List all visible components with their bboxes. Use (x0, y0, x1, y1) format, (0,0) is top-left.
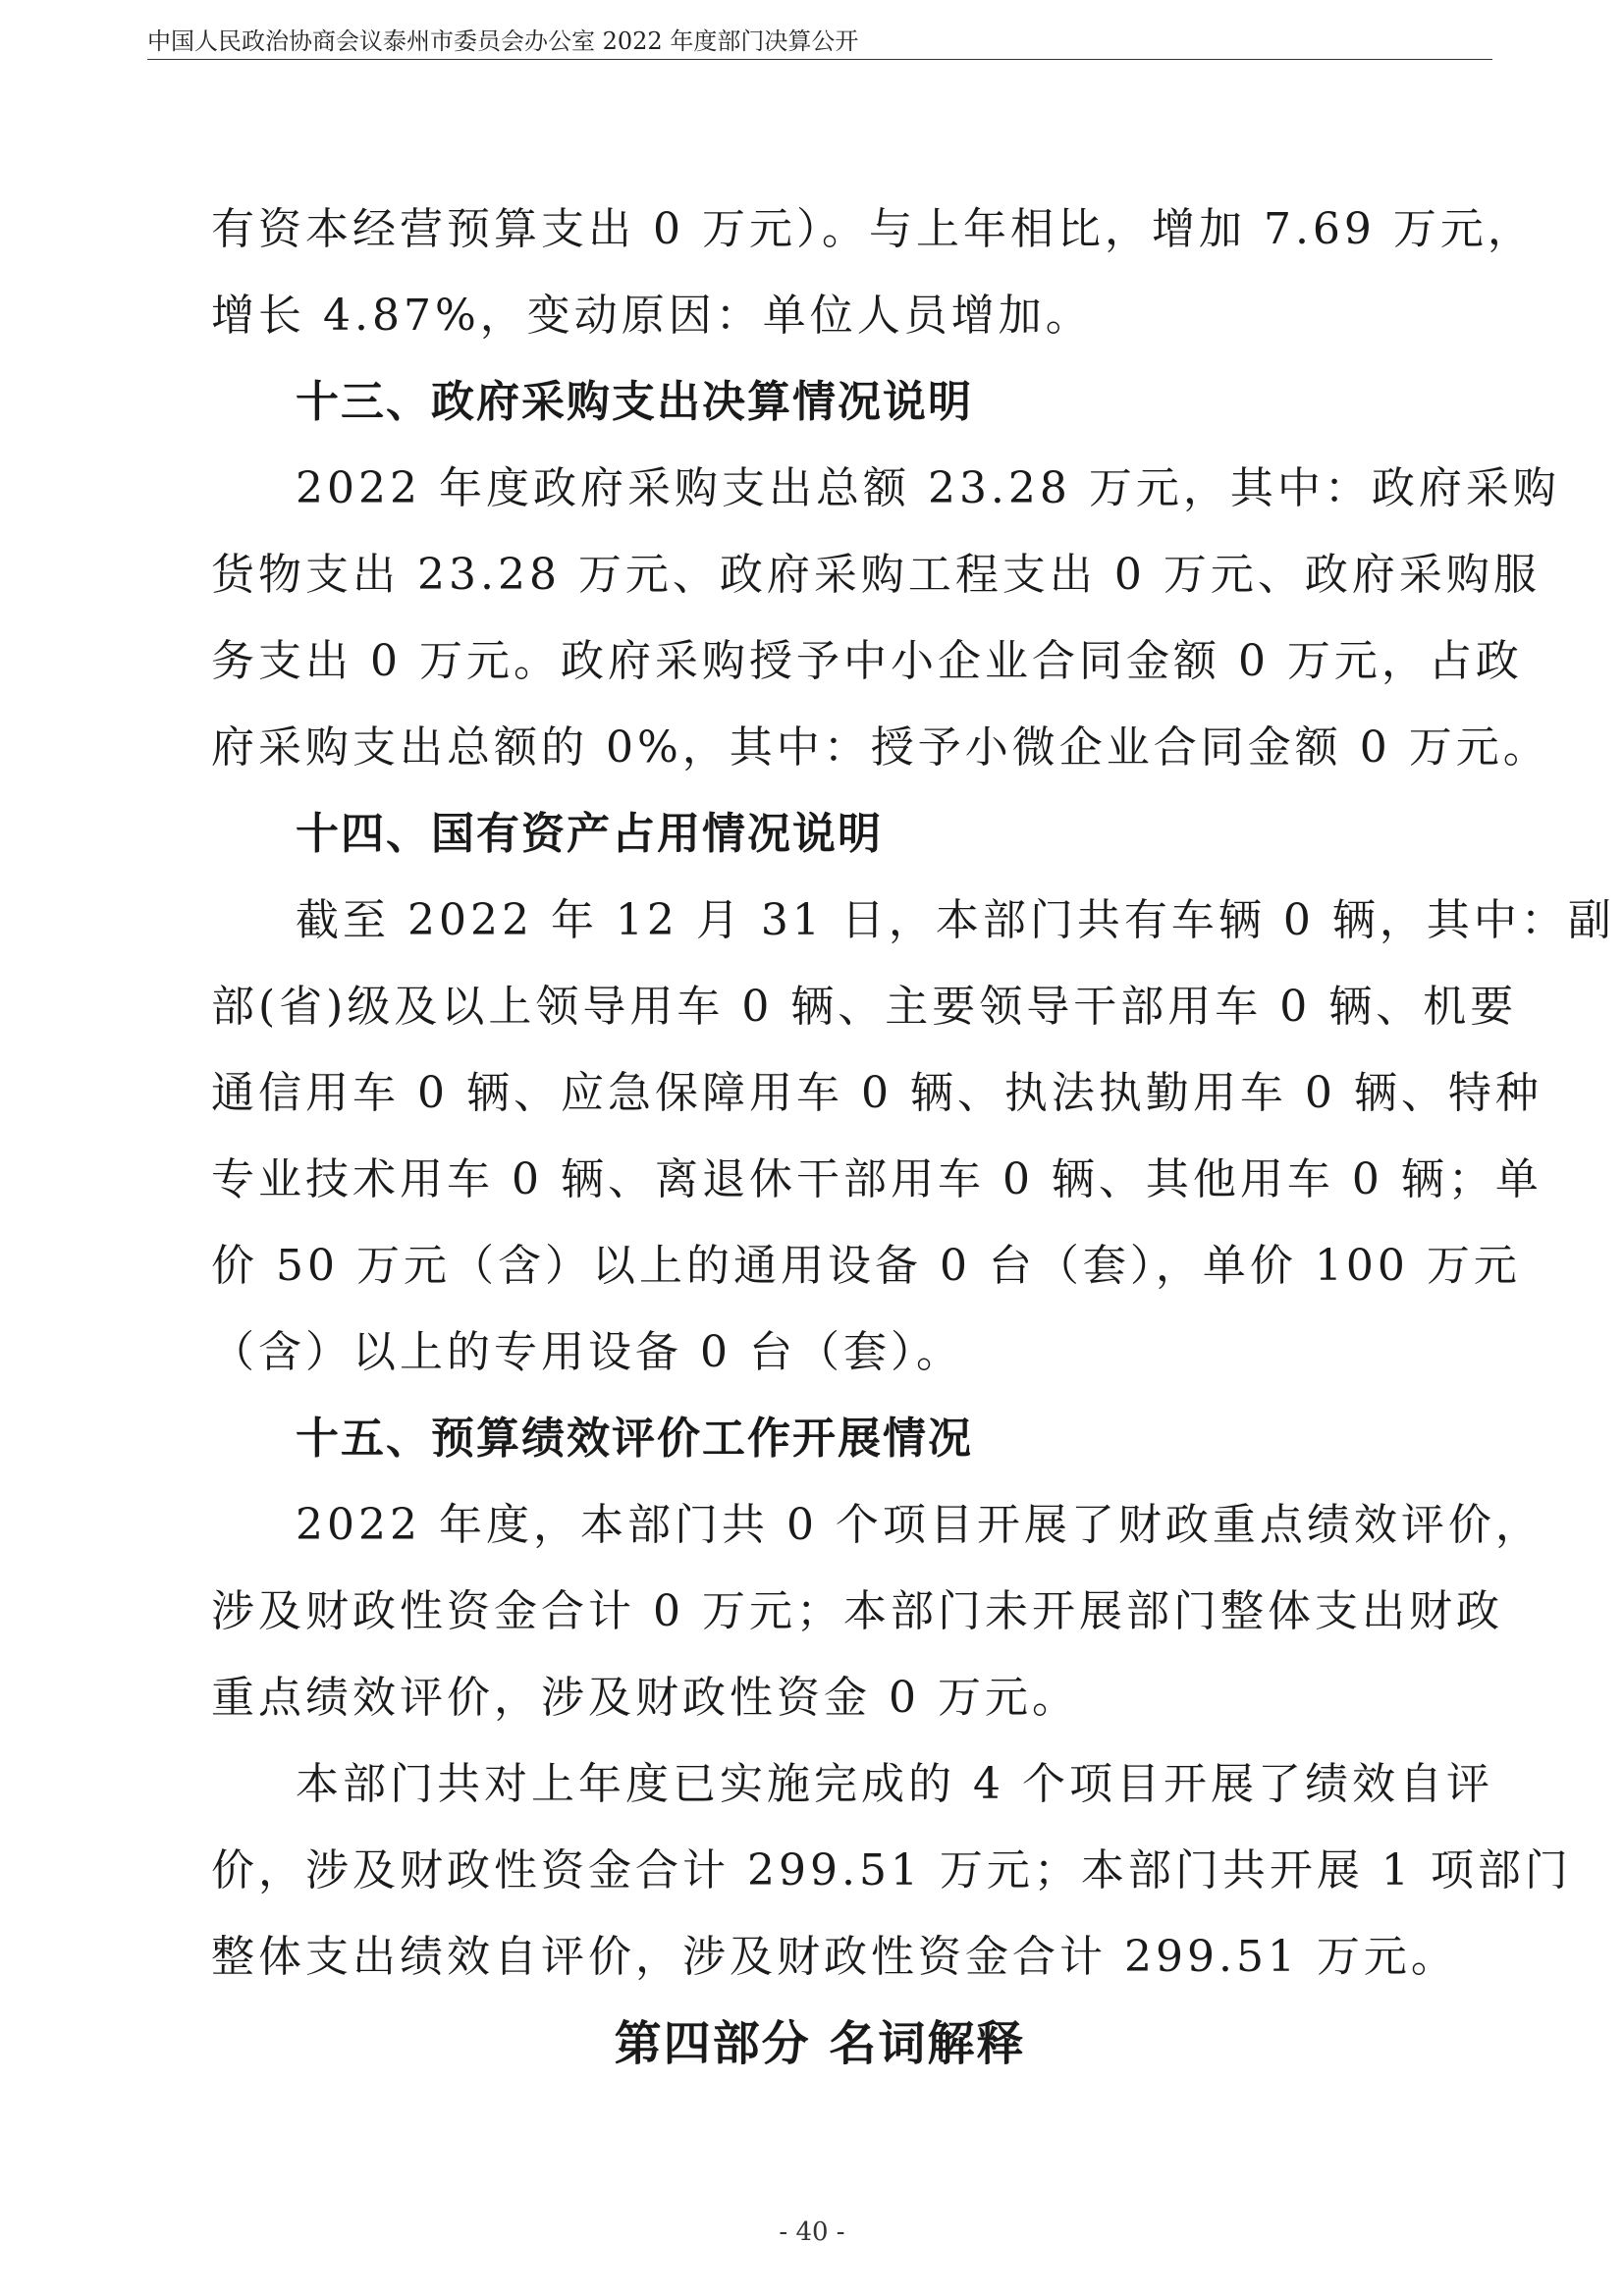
paragraph-line: 通信用车 0 辆、应急保障用车 0 辆、执法执勤用车 0 辆、特种 (211, 1068, 1543, 1118)
paragraph-line: 有资本经营预算支出 0 万元）。与上年相比，增加 7.69 万元， (211, 204, 1535, 254)
paragraph-line: 涉及财政性资金合计 0 万元；本部门未开展部门整体支出财政 (211, 1586, 1503, 1636)
paragraph-line: 价 50 万元（含）以上的通用设备 0 台（套），单价 100 万元 (211, 1241, 1521, 1291)
paragraph-line: 2022 年度，本部门共 0 个项目开展了财政重点绩效评价， (296, 1500, 1543, 1550)
page-header: 中国人民政治协商会议泰州市委员会办公室 2022 年度部门决算公开 (147, 27, 859, 55)
paragraph-line: 重点绩效评价，涉及财政性资金 0 万元。 (211, 1673, 1079, 1723)
section-heading: 十五、预算绩效评价工作开展情况 (296, 1414, 973, 1464)
paragraph-line: 整体支出绩效自评价，涉及财政性资金合计 299.51 万元。 (211, 1932, 1458, 1982)
section-heading: 十三、政府采购支出决算情况说明 (296, 377, 973, 427)
header-divider (147, 59, 1492, 60)
paragraph-line: （含）以上的专用设备 0 台（套）。 (211, 1327, 963, 1377)
document-body (211, 187, 1615, 2087)
paragraph-line: 府采购支出总额的 0%，其中：授予小微企业合同金额 0 万元。 (211, 722, 1550, 773)
paragraph-line: 货物支出 23.28 万元、政府采购工程支出 0 万元、政府采购服 (211, 550, 1541, 600)
part-title: 第四部分 名词解释 (614, 2016, 1026, 2071)
paragraph-line: 务支出 0 万元。政府采购授予中小企业合同金额 0 万元，占政 (211, 636, 1523, 686)
paragraph-line: 价，涉及财政性资金合计 299.51 万元；本部门共开展 1 项部门 (211, 1845, 1572, 1896)
paragraph-line: 截至 2022 年 12 月 31 日，本部门共有车辆 0 辆，其中：副 (296, 895, 1615, 945)
paragraph-line: 本部门共对上年度已实施完成的 4 个项目开展了绩效自评 (296, 1759, 1493, 1809)
section-heading: 十四、国有资产占用情况说明 (296, 809, 883, 859)
paragraph-line: 专业技术用车 0 辆、离退休干部用车 0 辆、其他用车 0 辆；单 (211, 1154, 1543, 1204)
paragraph-line: 部(省)级及以上领导用车 0 辆、主要领导干部用车 0 辆、机要 (211, 982, 1518, 1032)
paragraph-line: 2022 年度政府采购支出总额 23.28 万元，其中：政府采购 (296, 463, 1560, 513)
page-number: - 40 - (779, 2217, 845, 2247)
paragraph-line: 增长 4.87%，变动原因：单位人员增加。 (211, 291, 1093, 341)
